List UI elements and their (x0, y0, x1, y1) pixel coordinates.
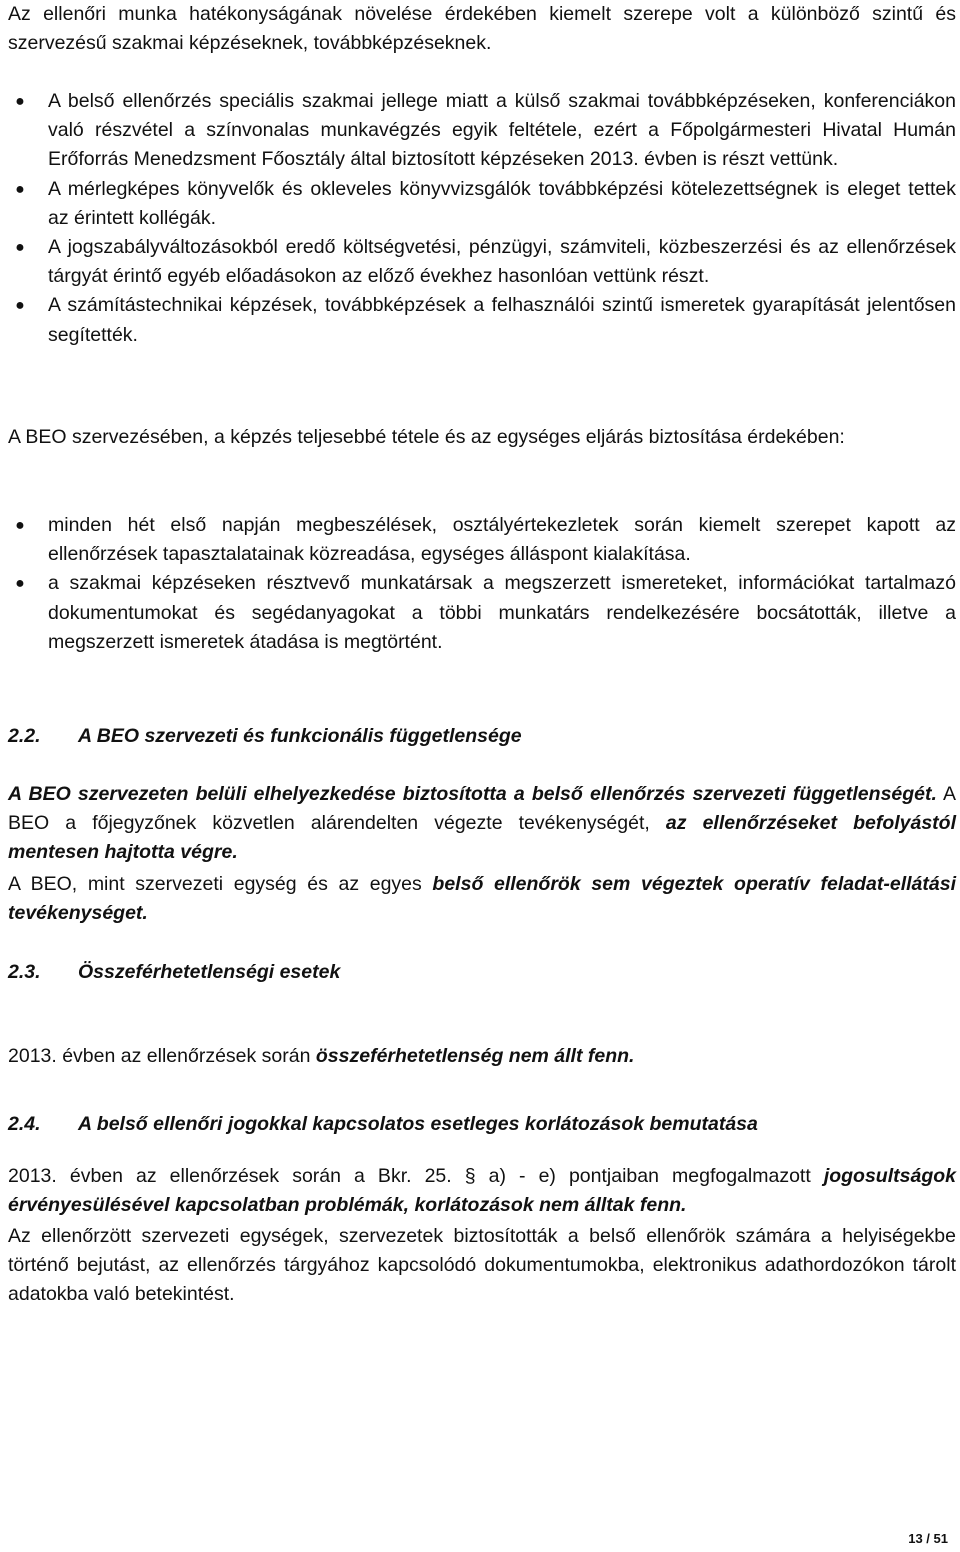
list-item: ● A belső ellenőrzés speciális szakmai jellege miatt a külső szakmai továbbképzéseken, konferenciákon való részvétel a színvonalas munkavégzés egyik feltétele, ezért a Főpolgármesteri Hivatal Humán Erőforrás Menedzsment Főosztály által biztosított képzéseken 2013. évben is részt vettünk. (8, 87, 956, 175)
beo-bullet-list (8, 511, 956, 657)
list-item: ● a szakmai képzéseken résztvevő munkatársak a megszerzett ismereteket, információkat tartalmazó dokumentumokat és segédanyagokat a többi munkatárs rendelkezésére bocsátották, illetve a megszerzett ismeretek átadása is megtörtént. (8, 569, 956, 657)
list-item: ● minden hét első napján megbeszélések, osztályértekezletek során kiemelt szerepet kapott az ellenőrzések tapasztalatainak közreadása, egységes álláspont kialakítása. (8, 511, 956, 569)
training-bullet-list (8, 87, 956, 350)
incompatibility-paragraph: 2013. évben az ellenőrzések során összeférhetetlenség nem állt fenn. (8, 1045, 635, 1067)
page-number: 13 / 51 (908, 1531, 948, 1546)
bullet-icon: ● (15, 297, 25, 315)
bullet-icon: ● (15, 239, 25, 257)
section-heading-2-3: 2.3. Összeférhetetlenségi esetek (8, 961, 341, 983)
operative-tasks-paragraph: A BEO, mint szervezeti egység és az egyes belső ellenőrök sem végeztek operatív feladat-ellátási tevékenységet. (8, 873, 957, 925)
bullet-icon: ● (15, 180, 25, 198)
list-item: ● A jogszabályváltozásokból eredő költségvetési, pénzügyi, számviteli, közbeszerzési és az ellenőrzések tárgyát érintő egyéb előadásokon az előző évekhez hasonlóan vettünk részt. (8, 233, 956, 291)
bullet-icon: ● (15, 93, 25, 110)
independence-paragraph: A BEO szervezeten belüli elhelyezkedése biztosította a belső ellenőrzés szervezeti függetlenségét. A BEO a főjegyzőnek közvetlen alárendelten végezte tevékenységét, az ellenőrzéseket befolyástól mentesen hajtotta végre. (8, 783, 957, 864)
section-heading-2-4: 2.4. A belső ellenőri jogokkal kapcsolatos esetleges korlátozások bemutatása (8, 1113, 758, 1135)
bullet-icon: ● (15, 517, 25, 534)
intro-paragraph: Az ellenőri munka hatékonyságának növelése érdekében kiemelt szerepe volt a különböző szintű és szervezésű szakmai képzéseknek, továbbképzéseknek. (8, 3, 956, 55)
access-paragraph: Az ellenőrzött szervezeti egységek, szervezetek biztosították a belső ellenőrök számára a helyiségekbe történő bejutást, az ellenőrzés tárgyához kapcsolódó dokumentumokba, elektronikus adathordozókon tárolt adatokba való betekintést. (8, 1225, 956, 1306)
list-item: ● A számítástechnikai képzések, továbbképzések a felhasználói szintű ismeretek gyarapítását jelentősen segítették. (8, 291, 956, 349)
list-item: ● A mérlegképes könyvelők és okleveles könyvvizsgálók továbbképzési kötelezettségnek is eleget tettek az érintett kollégák. (8, 175, 956, 233)
bullet-icon: ● (15, 575, 25, 593)
rights-paragraph: 2013. évben az ellenőrzések során a Bkr. 25. § a) - e) pontjaiban megfogalmazott jogosultságok érvényesülésével kapcsolatban problémák, korlátozások nem álltak fenn. (8, 1165, 956, 1217)
beo-intro-paragraph: A BEO szervezésében, a képzés teljesebbé tétele és az egységes eljárás biztosítása érdekében: (8, 426, 845, 448)
section-heading-2-2: 2.2. A BEO szervezeti és funkcionális függetlensége (8, 725, 522, 747)
